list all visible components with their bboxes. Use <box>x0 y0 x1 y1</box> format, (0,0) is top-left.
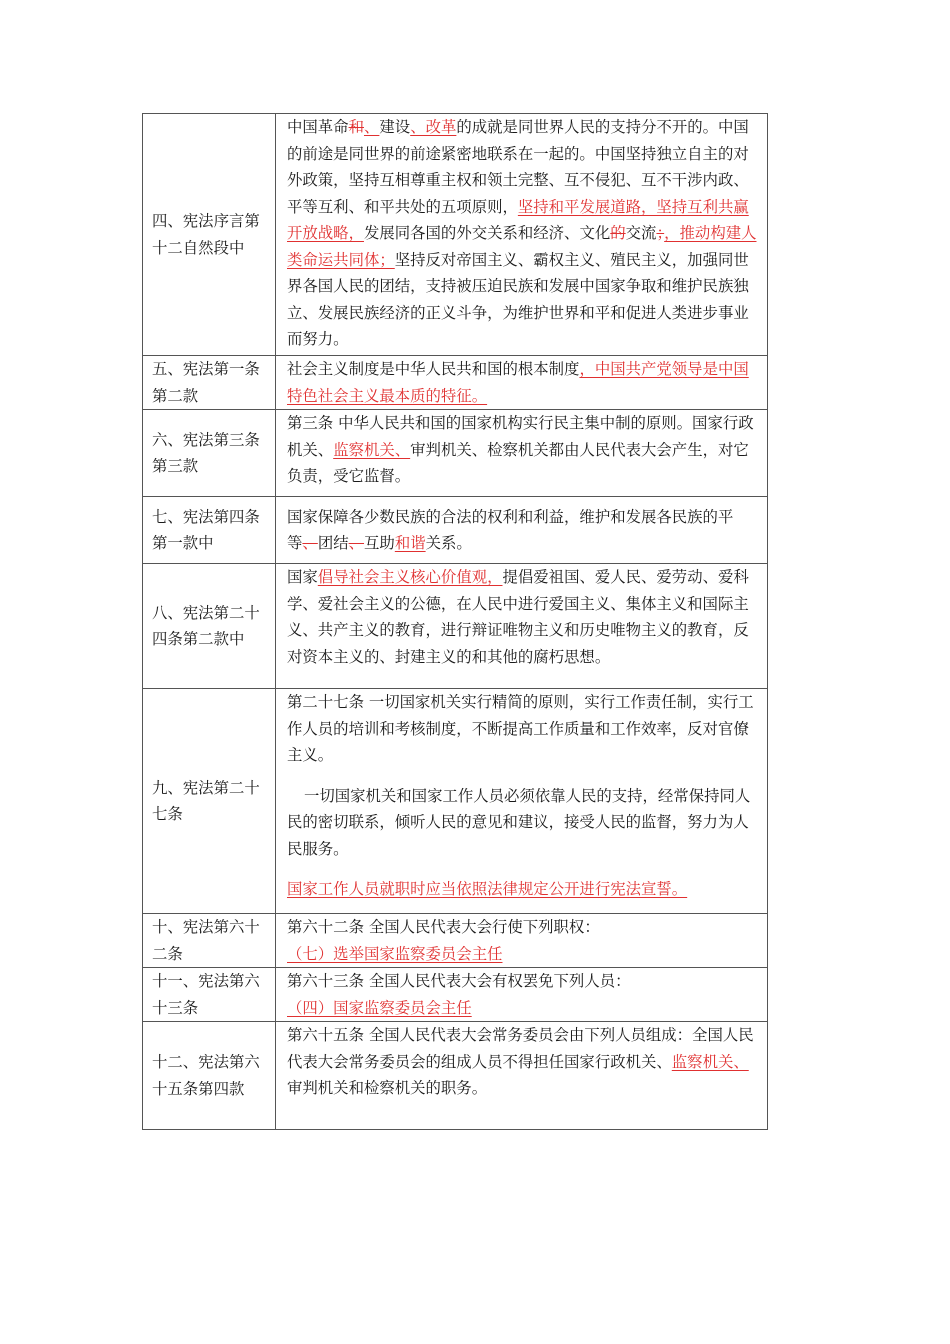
article-cell <box>143 689 276 914</box>
paragraph: 第二十七条 一切国家机关实行精简的原则，实行工作责任制，实行工作人员的培训和考核制度，不断提高工作质量和工作效率，反对官僚主义。 <box>287 693 754 764</box>
deleted-text: 的 <box>610 224 626 242</box>
inserted-text: 、 <box>363 118 380 136</box>
article-cell <box>143 114 276 356</box>
article-cell <box>143 410 276 497</box>
table-row <box>143 497 768 564</box>
deleted-text: 、 <box>302 534 318 552</box>
inserted-text: 、改革 <box>410 118 457 136</box>
table-row <box>143 914 768 968</box>
article-cell <box>143 968 276 1022</box>
article-label: 十二、宪法第六十五条第四款 <box>152 1053 260 1098</box>
article-label: 五、宪法第一条第二款 <box>152 360 260 405</box>
deleted-text: ； <box>656 224 665 242</box>
article-cell <box>143 1022 276 1130</box>
deleted-text: 和 <box>348 118 364 136</box>
content-cell <box>276 968 768 1022</box>
inserted-line: （七）选举国家监察委员会主任 <box>287 944 503 963</box>
article-label: 四、宪法序言第十二自然段中 <box>152 212 260 257</box>
text: 提倡爱祖国、爱人民、爱劳动、爱科学、爱社会主义的公德，在人民中进行爱国主义、集体主义和国际主义、共产主义的教育，进行辩证唯物主义和历史唯物主义的教育，反对资本主义的、封建主义的和其他的腐朽思想。 <box>287 568 749 666</box>
text: 关系。 <box>425 534 472 552</box>
inserted-text: ，中国共产党领导是中国特色社会主义最本质的特征。 <box>287 360 749 405</box>
inserted-text: 监察机关、 <box>333 440 411 459</box>
table-row <box>143 114 768 356</box>
inserted-text: 监察机关、 <box>671 1052 749 1071</box>
article-label: 九、宪法第二十七条 <box>152 778 260 823</box>
content-cell <box>276 564 768 689</box>
text: 坚持反对帝国主义、霸权主义、殖民主义，加强同世界各国人民的团结，支持被压迫民族和发展中国家争取和维护民族独立、发展民族经济的正义斗争，为维护世界和平和促进人类进步事业而努力。 <box>287 250 749 348</box>
content-cell <box>276 914 768 968</box>
text-line: 第六十二条 全国人民代表大会行使下列职权： <box>287 918 600 936</box>
text: 第六十五条 全国人民代表大会常务委员会由下列人员组成：全国人民代表大会常务委员会的组成人员不得担任国家行政机关、 <box>287 1026 754 1071</box>
inserted-text: ，推动构建人类命运共同体； <box>287 224 757 269</box>
content-cell <box>276 1022 768 1130</box>
paragraph-gap <box>287 769 761 783</box>
text: 国家保障各少数民族的合法的权利和利益，维护和发展各民族的平等 <box>287 507 734 552</box>
text: 中国革命 <box>287 118 349 136</box>
content-cell <box>276 497 768 564</box>
text: 国家 <box>287 568 318 586</box>
text: 审判机关、检察机关都由人民代表大会产生，对它负责，受它监督。 <box>287 440 749 485</box>
table-row <box>143 689 768 914</box>
paragraph: 一切国家机关和国家工作人员必须依靠人民的支持，经常保持同人民的密切联系，倾听人民的意见和建议，接受人民的监督，努力为人民服务。 <box>287 786 751 858</box>
text: 团结 <box>317 534 349 552</box>
article-label: 十一、宪法第六十三条 <box>152 972 260 1017</box>
deleted-text: 、 <box>348 534 365 552</box>
article-cell <box>143 564 276 689</box>
text: 发展同各国的外交关系和经济、文化 <box>363 224 611 242</box>
amendment-table <box>142 113 768 1130</box>
text: 审判机关和检察机关的职务。 <box>287 1079 488 1097</box>
text: 社会主义制度是中华人民共和国的根本制度 <box>287 360 580 378</box>
content-cell <box>276 356 768 410</box>
text: 第三条 中华人民共和国的国家机构实行民主集中制的原则。国家行政机关、 <box>287 414 754 459</box>
inserted-text: 倡导社会主义核心价值观， <box>317 568 503 586</box>
article-cell <box>143 497 276 564</box>
article-label: 八、宪法第二十四条第二款中 <box>152 603 260 648</box>
article-label: 十、宪法第六十二条 <box>152 918 260 963</box>
text: 交流 <box>625 224 657 242</box>
text: 的成就是同世界人民的支持分不开的。中国的前途是同世界的前途紧密地联系在一起的。中国坚持独立自主的对外政策，坚持互相尊重主权和领土完整、互不侵犯、互不干涉内政、平等互利、和平共处的五项原则， <box>287 118 749 216</box>
content-cell <box>276 689 768 914</box>
table-row <box>143 1022 768 1130</box>
inserted-text: 和谐 <box>394 534 426 552</box>
paragraph-gap <box>287 862 761 876</box>
inserted-paragraph: 国家工作人员就职时应当依照法律规定公开进行宪法宣誓。 <box>287 880 688 898</box>
article-cell <box>143 356 276 410</box>
text: 互助 <box>364 534 395 552</box>
inserted-text: 坚持和平发展道路，坚持互利共赢开放战略， <box>287 197 749 242</box>
inserted-line: （四）国家监察委员会主任 <box>287 998 472 1017</box>
content-cell <box>276 114 768 356</box>
table-row <box>143 968 768 1022</box>
table-row <box>143 410 768 497</box>
article-label: 七、宪法第四条第一款中 <box>152 507 260 552</box>
text: 建设 <box>379 118 411 136</box>
article-cell <box>143 914 276 968</box>
table-row <box>143 564 768 689</box>
content-cell <box>276 410 768 497</box>
table-row <box>143 356 768 410</box>
text-line: 第六十三条 全国人民代表大会有权罢免下列人员： <box>287 972 631 990</box>
article-label: 六、宪法第三条第三款 <box>152 430 260 475</box>
